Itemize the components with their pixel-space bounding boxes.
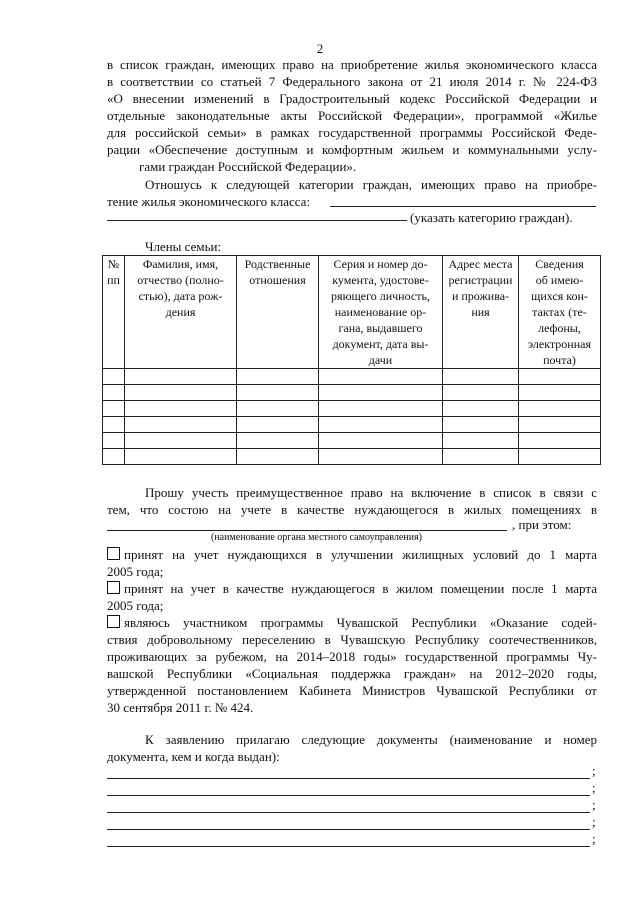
- header-cell: Сведения об имею- щихся кон- тактах (те- лефоны, электронная почта): [519, 256, 601, 369]
- checkbox[interactable]: [107, 615, 120, 628]
- line-end: ;: [592, 831, 596, 846]
- option-line: проживающих за рубежом, на 2014–2018 годы» государственной программы Чу-: [107, 649, 597, 664]
- option-line: 30 сентября 2011 г. № 424.: [107, 700, 254, 715]
- header-cell: Родственные отношения: [237, 256, 319, 369]
- option-line: ствия добровольному переселению в Чувашскую Республику соотечественников,: [107, 632, 597, 647]
- checkbox[interactable]: [107, 581, 120, 594]
- authority-hint: (наименование органа местного самоуправления): [211, 532, 423, 543]
- line-end: ;: [592, 797, 596, 812]
- intro-line: гами граждан Российской Федерации».: [139, 159, 357, 174]
- header-cell: Фамилия, имя, отчество (полно- стью), дата рож- дения: [125, 256, 237, 369]
- family-table: [102, 255, 601, 465]
- intro-line: в список граждан, имеющих право на приобретение жилья экономического класса: [107, 57, 597, 72]
- document-field[interactable]: [107, 778, 590, 779]
- documents-text: К заявлению прилагаю следующие документы (наименование и номер: [145, 732, 597, 747]
- table-row[interactable]: [103, 369, 601, 385]
- option-line: являюсь участником программы Чувашской Республики «Оказание содей-: [107, 614, 597, 631]
- table-row[interactable]: [103, 385, 601, 401]
- intro-line: для российской семьи» в рамках государственной программы Российской Феде-: [107, 125, 597, 140]
- preference-text: Прошу учесть преимущественное право на включение в список в связи с: [145, 485, 597, 500]
- document-field[interactable]: [107, 795, 590, 796]
- intro-line: «О внесении изменений в Градостроительный кодекс Российской Федерации и: [107, 91, 597, 106]
- option-line: принят на учет нуждающихся в улучшении жилищных условий до 1 марта: [107, 546, 597, 563]
- intro-line: в соответствии со статьей 7 Федерального закона от 21 июля 2014 г. № 224-ФЗ: [107, 74, 597, 89]
- option-line: 2005 года;: [107, 564, 164, 579]
- option-line: утвержденной постановлением Кабинета Министров Чувашской Республики от: [107, 683, 597, 698]
- family-label: Члены семьи:: [145, 239, 222, 254]
- line-end: ;: [592, 763, 596, 778]
- category-text: тение жилья экономического класса:: [107, 194, 311, 209]
- option-line: принят на учет в качестве нуждающегося в жилом помещении после 1 марта: [107, 580, 597, 597]
- document-field[interactable]: [107, 829, 590, 830]
- category-field[interactable]: [107, 220, 407, 221]
- checkbox[interactable]: [107, 547, 120, 560]
- line-end: ;: [592, 780, 596, 795]
- category-field[interactable]: [330, 206, 596, 207]
- table-row[interactable]: [103, 417, 601, 433]
- page-number: 2: [316, 41, 324, 56]
- category-text: Отношусь к следующей категории граждан, имеющих право на приобре-: [145, 177, 597, 192]
- table-header-row: [103, 256, 601, 369]
- documents-text: документа, кем и когда выдан):: [107, 749, 280, 764]
- table-row[interactable]: [103, 401, 601, 417]
- preference-text: , при этом:: [512, 517, 572, 532]
- line-end: ;: [592, 814, 596, 829]
- document-field[interactable]: [107, 846, 590, 847]
- authority-field[interactable]: [107, 530, 507, 531]
- category-hint: (указать категорию граждан).: [410, 210, 573, 225]
- intro-line: отдельные законодательные акты Российской Федерации», программой «Жилье: [107, 108, 597, 123]
- intro-line: рации «Обеспечение доступным и комфортным жильем и коммунальными услу-: [107, 142, 597, 157]
- option-line: 2005 года;: [107, 598, 164, 613]
- header-cell: Адрес места регистрации и прожива- ния: [443, 256, 519, 369]
- table-row[interactable]: [103, 449, 601, 465]
- header-cell: Серия и номер до- кумента, удостове- ряющего личность, наименование ор- гана, выдавшего документ, дата вы- дачи: [319, 256, 443, 369]
- document-field[interactable]: [107, 812, 590, 813]
- preference-text: тем, что состою на учете в качестве нуждающегося в жилых помещениях в: [107, 502, 597, 517]
- table-row[interactable]: [103, 433, 601, 449]
- header-cell: № пп: [103, 256, 125, 369]
- option-line: вашской Республики «Социальная поддержка граждан» на 2012–2020 годы,: [107, 666, 597, 681]
